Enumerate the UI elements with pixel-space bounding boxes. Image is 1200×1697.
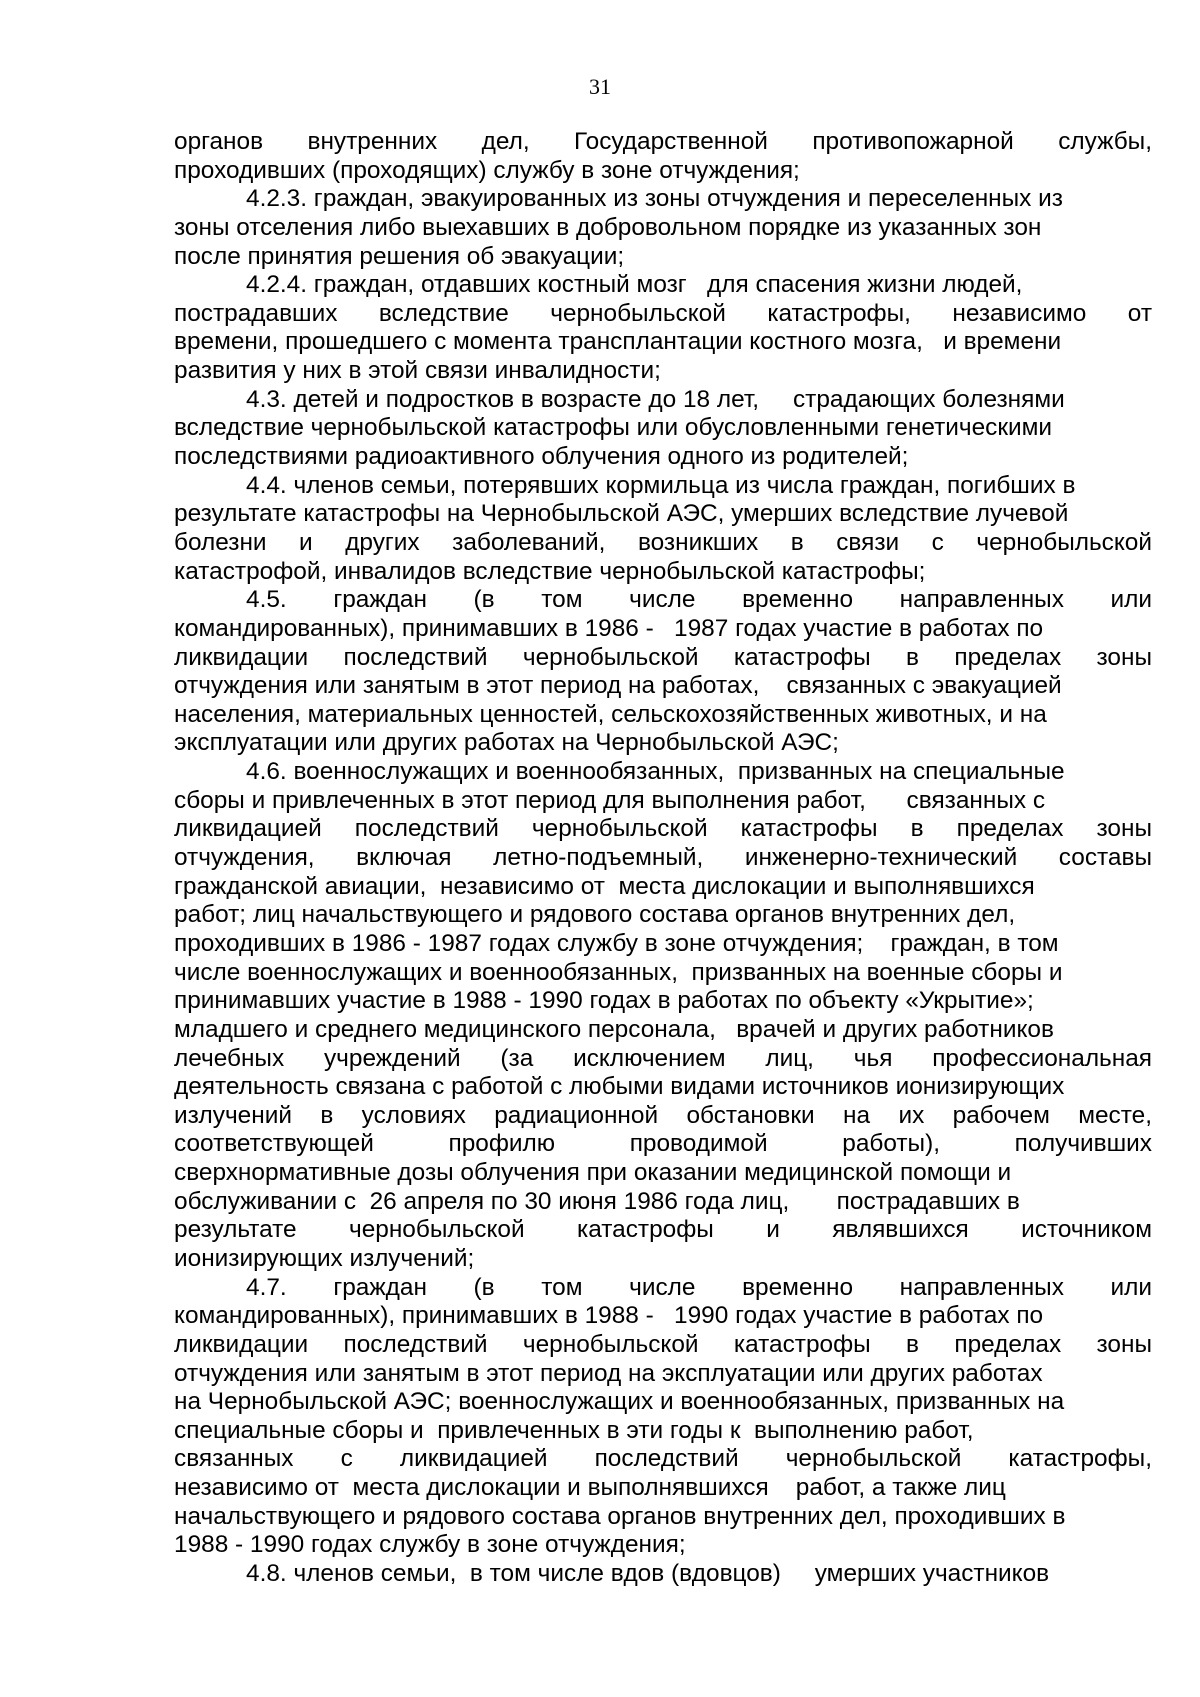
- text-line: ликвидации последствий чернобыльской катастрофы в пределах зоны: [174, 643, 1152, 671]
- text-line: специальные сборы и привлеченных в эти годы к выполнению работ,: [174, 1416, 974, 1444]
- text-line: 4.4. членов семьи, потерявших кормильца из числа граждан, погибших в: [246, 471, 1076, 499]
- text-line: независимо от места дислокации и выполнявшихся работ, а также лиц: [174, 1474, 1006, 1502]
- text-line: ликвидацией последствий чернобыльской катастрофы в пределах зоны: [174, 815, 1152, 843]
- text-line: сверхнормативные дозы облучения при оказании медицинской помощи и: [174, 1159, 1012, 1187]
- text-line: деятельность связана с работой с любыми видами источников ионизирующих: [174, 1073, 1065, 1101]
- text-line: 4.8. членов семьи, в том числе вдов (вдовцов) умерших участников: [246, 1560, 1050, 1588]
- text-line: вследствие чернобыльской катастрофы или обусловленными генетическими: [174, 414, 1053, 442]
- text-line: 1988 - 1990 годах службу в зоне отчуждения;: [174, 1531, 686, 1559]
- text-line: эксплуатации или других работах на Чернобыльской АЭС;: [174, 729, 839, 757]
- text-line: катастрофой, инвалидов вследствие чернобыльской катастрофы;: [174, 557, 926, 585]
- text-line: 4.6. военнослужащих и военнообязанных, призванных на специальные: [246, 758, 1065, 786]
- text-line: результате катастрофы на Чернобыльской АЭС, умерших вследствие лучевой: [174, 500, 1069, 528]
- text-line: работ; лиц начальствующего и рядового состава органов внутренних дел,: [174, 901, 1016, 929]
- text-line: обслуживании с 26 апреля по 30 июня 1986 года лиц, пострадавших в: [174, 1187, 1020, 1215]
- text-line: результате чернобыльской катастрофы и являвшихся источником: [174, 1216, 1152, 1244]
- text-line: командированных), принимавших в 1986 - 1987 годах участие в работах по: [174, 614, 1044, 642]
- text-line: излучений в условиях радиационной обстановки на их рабочем месте,: [174, 1101, 1152, 1129]
- page-number: 31: [589, 74, 611, 99]
- text-line: зоны отселения либо выехавших в добровольном порядке из указанных зон: [174, 213, 1042, 241]
- text-line: лечебных учреждений (за исключением лиц, чья профессиональная: [174, 1044, 1152, 1072]
- text-line: 4.3. детей и подростков в возрасте до 18 лет, страдающих болезнями: [246, 385, 1065, 413]
- text-line: командированных), принимавших в 1988 - 1990 годах участие в работах по: [174, 1302, 1044, 1330]
- text-line: пострадавших вследствие чернобыльской катастрофы, независимо от: [174, 299, 1152, 327]
- text-line: отчуждения или занятым в этот период на эксплуатации или других работах: [174, 1359, 1043, 1387]
- text-line: младшего и среднего медицинского персонала, врачей и других работников: [174, 1015, 1054, 1043]
- text-line: болезни и других заболеваний, возникших в связи с чернобыльской: [174, 528, 1152, 556]
- text-line: связанных с ликвидацией последствий чернобыльской катастрофы,: [174, 1445, 1152, 1473]
- text-line: 4.2.3. граждан, эвакуированных из зоны отчуждения и переселенных из: [246, 185, 1063, 213]
- text-line: принимавших участие в 1988 - 1990 годах в работах по объекту «Укрытие»;: [174, 987, 1034, 1015]
- text-line: сборы и привлеченных в этот период для выполнения работ, связанных с: [174, 786, 1046, 814]
- text-line: развития у них в этой связи инвалидности;: [174, 357, 661, 385]
- text-line: отчуждения, включая летно-подъемный, инженерно-технический составы: [174, 844, 1152, 872]
- text-line: времени, прошедшего с момента трансплантации костного мозга, и времени: [174, 328, 1062, 356]
- text-line: после принятия решения об эвакуации;: [174, 242, 625, 270]
- text-line: ионизирующих излучений;: [174, 1244, 475, 1272]
- text-line: числе военнослужащих и военнообязанных, призванных на военные сборы и: [174, 958, 1063, 986]
- text-line: начальствующего и рядового состава органов внутренних дел, проходивших в: [174, 1502, 1066, 1530]
- text-line: гражданской авиации, независимо от места дислокации и выполнявшихся: [174, 872, 1035, 900]
- text-line: последствиями радиоактивного облучения одного из родителей;: [174, 443, 909, 471]
- text-line: органов внутренних дел, Государственной противопожарной службы,: [174, 128, 1152, 155]
- text-line: отчуждения или занятым в этот период на работах, связанных с эвакуацией: [174, 672, 1062, 700]
- text-line: проходивших в 1986 - 1987 годах службу в зоне отчуждения; граждан, в том: [174, 929, 1059, 957]
- text-line: населения, материальных ценностей, сельскохозяйственных животных, и на: [174, 700, 1047, 728]
- text-line: 4.2.4. граждан, отдавших костный мозг для спасения жизни людей,: [246, 271, 1023, 299]
- text-line: ликвидации последствий чернобыльской катастрофы в пределах зоны: [174, 1330, 1152, 1358]
- text-line: проходивших (проходящих) службу в зоне отчуждения;: [174, 156, 800, 184]
- text-line: на Чернобыльской АЭС; военнослужащих и военнообязанных, призванных на: [174, 1388, 1065, 1416]
- document-body: [174, 128, 1152, 1589]
- text-line: 4.7. граждан (в том числе временно направленных или: [246, 1273, 1152, 1301]
- text-line: 4.5. граждан (в том числе временно направленных или: [246, 586, 1152, 614]
- text-line: соответствующей профилю проводимой работы), получивших: [174, 1130, 1152, 1158]
